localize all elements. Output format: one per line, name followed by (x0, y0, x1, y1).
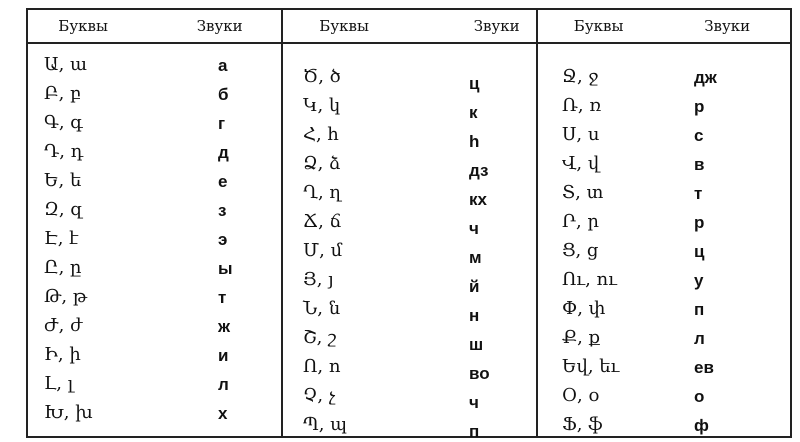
header-column-2 (282, 9, 537, 43)
letter-pair: Շ, շ (303, 327, 337, 348)
letter-pair: Կ, կ (303, 95, 341, 116)
sound-value: у (694, 271, 704, 290)
sound-value: б (218, 85, 229, 104)
letter-pair: Զ, զ (44, 199, 83, 220)
sound-value: р (694, 97, 705, 116)
letter-pair: Ե, ե (44, 170, 82, 191)
sound-value: кх (469, 190, 487, 209)
sound-value: й (469, 277, 480, 296)
column-2 (282, 43, 537, 441)
sound-value: ы (218, 259, 233, 278)
sound-value: о (694, 387, 705, 406)
sound-value: е (218, 172, 228, 191)
sound-value: т (694, 184, 703, 203)
sound-value: э (218, 230, 228, 249)
header-sounds: Звуки (196, 17, 243, 35)
letter-pair: Բ, բ (44, 83, 82, 104)
sound-value: ж (218, 317, 231, 336)
letter-pair: Դ, դ (44, 141, 84, 162)
letter-pair: Ա, ա (44, 54, 88, 75)
letter-pair: Ի, ի (44, 344, 81, 365)
header-letters: Буквы (58, 17, 108, 35)
sound-value: м (469, 248, 482, 267)
sound-value: х (218, 404, 228, 423)
sound-value: дж (694, 68, 717, 87)
letter-pair: Չ, չ (303, 385, 336, 406)
letter-pair: Վ, վ (562, 153, 600, 174)
letter-pair: Ղ, ղ (303, 182, 341, 203)
letter-pair: Եվ, եւ (562, 356, 620, 377)
sound-value: г (218, 114, 226, 133)
sound-value: д (218, 143, 229, 162)
sound-value: а (218, 56, 228, 75)
sound-value: и (218, 346, 229, 365)
letter-pair: Թ, թ (44, 286, 88, 307)
letter-pair: Ո, ո (303, 356, 341, 377)
header-letters: Буквы (573, 17, 624, 35)
letter-pair: Ց, ց (562, 240, 599, 261)
letter-pair: Ք, ք (562, 327, 601, 348)
letter-pair: Փ, փ (562, 298, 606, 319)
header-sounds: Звуки (473, 17, 520, 35)
letter-pair: Ու, ու (562, 269, 617, 290)
sound-value: ц (694, 242, 705, 261)
sound-value: во (469, 364, 490, 383)
letter-pair: Ռ, ռ (562, 95, 602, 116)
sound-value: ф (694, 416, 709, 435)
column-3 (537, 43, 791, 437)
sound-value: ц (469, 74, 480, 93)
sound-value: ч (469, 393, 479, 412)
sound-value: ш (469, 335, 484, 354)
letter-pair: Ր, ր (562, 211, 599, 232)
letter-pair: Լ, լ (44, 373, 74, 394)
sound-value: з (218, 201, 227, 220)
letter-pair: Օ, օ (562, 385, 600, 406)
sound-value: л (218, 375, 229, 394)
letter-pair: Տ, տ (562, 182, 604, 203)
sound-value: с (694, 126, 704, 145)
letter-pair: Յ, յ (303, 269, 334, 290)
letter-pair: Հ, հ (303, 124, 339, 145)
sound-value: к (469, 103, 478, 122)
letter-pair: Ն, ն (303, 298, 341, 319)
sound-value: р (694, 213, 705, 232)
sound-value: h (469, 132, 480, 151)
letter-pair: Գ, գ (44, 112, 83, 133)
header-column-1 (27, 9, 282, 43)
letter-pair: Ծ, ծ (303, 66, 341, 87)
sound-value: п (694, 300, 705, 319)
letter-pair: Ժ, ժ (44, 315, 83, 336)
header-sounds: Звуки (704, 17, 751, 35)
sound-value: п (469, 422, 480, 441)
letter-pair: Է, է (44, 228, 79, 249)
letter-pair: Ջ, ջ (562, 66, 599, 87)
sound-value: дз (469, 161, 489, 180)
letter-pair: Ճ, ճ (303, 211, 342, 232)
header-letters: Буквы (319, 17, 369, 35)
sound-value: ч (469, 219, 479, 238)
sound-value: л (694, 329, 705, 348)
letter-pair: Մ, մ (303, 240, 343, 261)
alphabet-table (26, 8, 792, 441)
sound-value: н (469, 306, 480, 325)
letter-pair: Պ, պ (303, 414, 348, 435)
letter-pair: Ս, ս (562, 124, 600, 145)
header-column-3 (537, 9, 791, 43)
sound-value: ев (694, 358, 714, 377)
letter-pair: Ձ, ձ (303, 153, 341, 174)
letter-pair: Խ, խ (44, 402, 93, 423)
column-1 (27, 43, 282, 437)
sound-value: т (218, 288, 227, 307)
letter-pair: Ը, ը (44, 257, 82, 278)
sound-value: в (694, 155, 705, 174)
letter-pair: Ֆ, ֆ (562, 414, 603, 435)
